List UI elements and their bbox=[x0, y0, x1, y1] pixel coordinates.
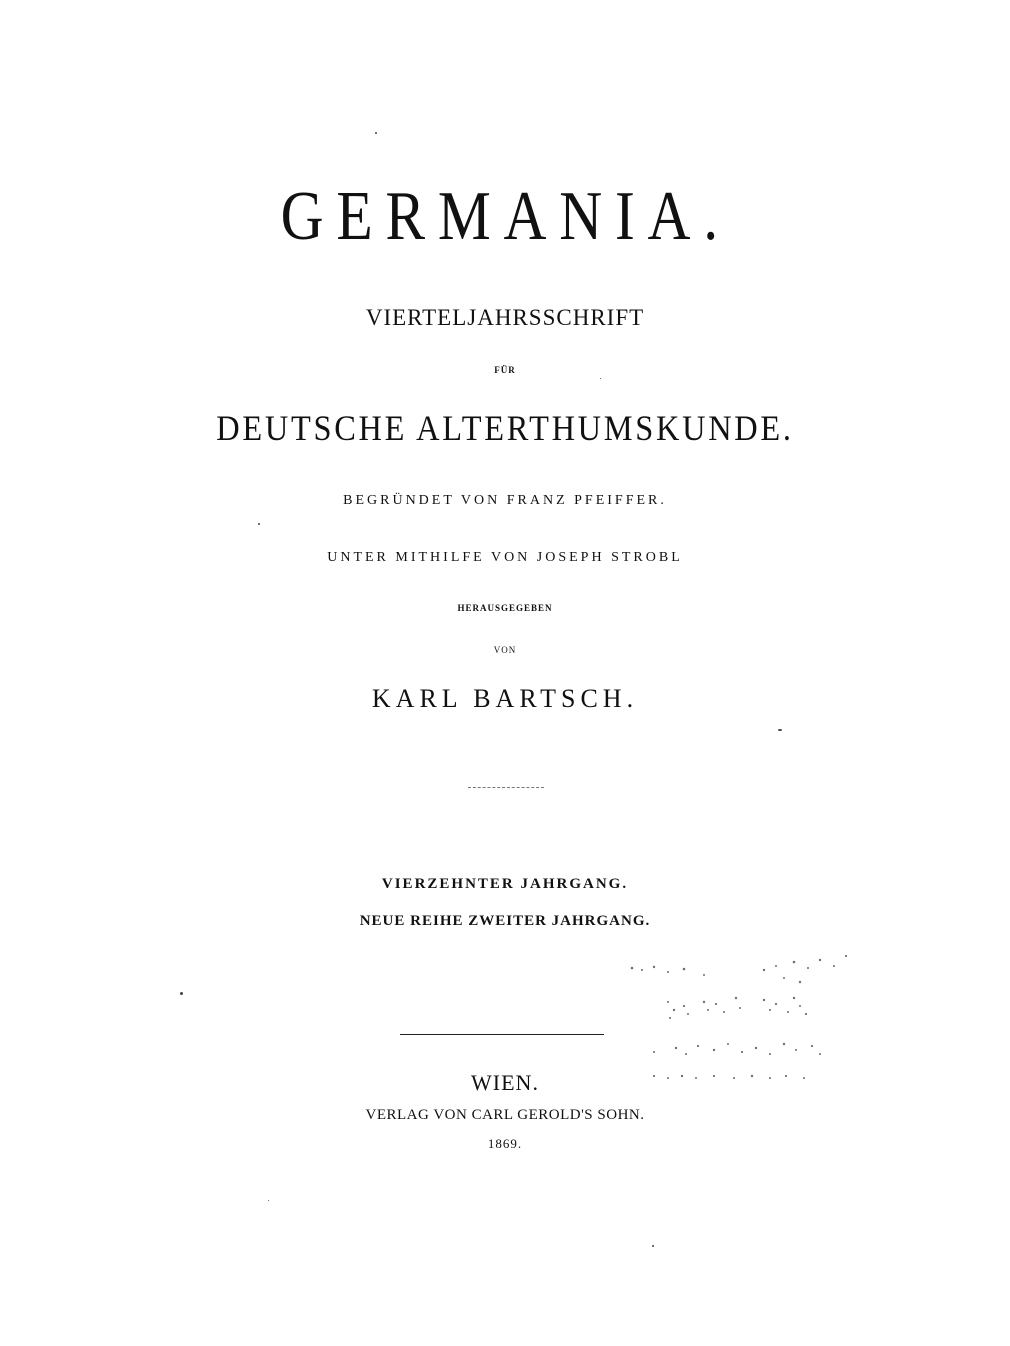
imprint-publisher: VERLAG VON CARL GEROLD'S SOHN. bbox=[365, 1107, 645, 1123]
journal-subtitle: VIERTELJAHRSSCHRIFT bbox=[365, 305, 645, 330]
scan-speck bbox=[268, 1200, 269, 1201]
scan-speck bbox=[600, 378, 601, 379]
journal-title: GERMANIA. bbox=[280, 178, 731, 255]
founder-line: BEGRÜNDET VON FRANZ PFEIFFER. bbox=[343, 493, 667, 508]
volume-line: VIERZEHNTER JAHRGANG. bbox=[381, 876, 629, 892]
assistant-line: UNTER MITHILFE VON JOSEPH STROBL bbox=[327, 550, 683, 565]
preposition-fuer: FÜR bbox=[494, 365, 516, 375]
journal-subject: DEUTSCHE ALTERTHUMSKUNDE. bbox=[216, 408, 794, 448]
scan-speck bbox=[652, 1245, 654, 1247]
series-line: NEUE REIHE ZWEITER JAHRGANG. bbox=[359, 913, 651, 929]
imprint-year: 1869. bbox=[487, 1136, 523, 1151]
scan-speck bbox=[375, 132, 377, 134]
von-label: VON bbox=[493, 645, 517, 655]
editor-name: KARL BARTSCH. bbox=[371, 684, 639, 713]
imprint-city: WIEN. bbox=[471, 1070, 539, 1095]
edited-label: HERAUSGEGEBEN bbox=[457, 603, 553, 613]
scan-speck bbox=[778, 729, 782, 731]
ornamental-divider bbox=[468, 787, 544, 788]
scan-speck bbox=[258, 523, 260, 525]
imprint-divider bbox=[400, 1034, 604, 1035]
scan-speck bbox=[180, 992, 183, 995]
faded-library-stamp bbox=[624, 948, 852, 1082]
